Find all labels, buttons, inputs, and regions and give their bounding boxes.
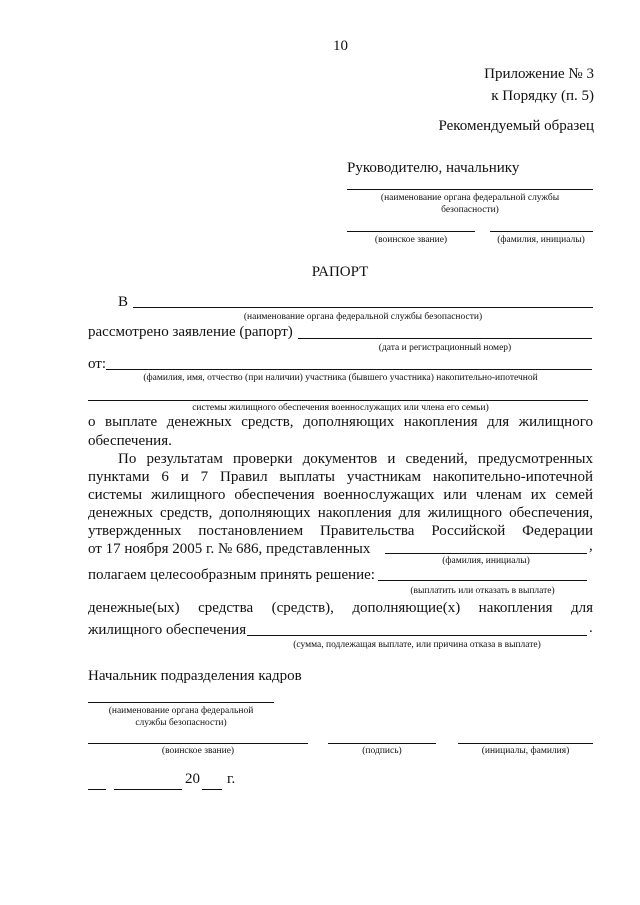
document-title: РАПОРТ (311, 264, 369, 280)
addressee-name-caption: (фамилия, инициалы) (497, 235, 585, 245)
addressee-org-caption: (наименование органа федеральной службы (380, 193, 560, 203)
signature-rank-line (88, 743, 308, 744)
in-line (133, 307, 593, 308)
appendix-label: Приложение № 3 (484, 66, 594, 82)
reviewed-line (298, 338, 592, 339)
signature-org-caption: (наименование органа федеральной (108, 706, 254, 716)
date-year-suffix: г. (227, 771, 236, 787)
date-year-prefix: 20 (185, 771, 200, 787)
sample-label: Рекомендуемый образец (438, 118, 594, 134)
reviewed-caption: (дата и регистрационный номер) (378, 343, 512, 353)
addressee-org-caption-2: безопасности) (441, 205, 499, 215)
date-year-line (202, 789, 222, 790)
decision-label: полагаем целесообразным принять решение: (88, 567, 375, 583)
housing-line (247, 635, 587, 636)
signature-rank-caption: (воинское звание) (161, 746, 235, 756)
date-month-line (114, 789, 182, 790)
housing-caption: (сумма, подлежащая выплате, или причина отказа в выплате) (293, 640, 541, 650)
submitter-caption: (фамилия, инициалы) (442, 556, 530, 566)
subject-line-2: обеспечения. (88, 433, 172, 449)
signature-name-line (458, 743, 593, 744)
signature-org-caption-2: службы безопасности) (135, 718, 227, 728)
addressee-name-line (490, 231, 593, 232)
head-title: Начальник подразделения кадров (88, 668, 302, 684)
signature-sign-caption: (подпись) (362, 746, 402, 756)
in-label: В (118, 294, 129, 310)
order-reference: к Порядку (п. 5) (491, 88, 594, 104)
paragraph-line-1: По результатам проверки документов и сведений, предусмотренных (118, 451, 593, 467)
paragraph-comma: , (589, 538, 593, 554)
from-line-2 (88, 400, 588, 401)
addressee-org-line (347, 189, 593, 190)
housing-period: . (589, 620, 593, 636)
paragraph-line-6: от 17 ноября 2005 г. № 686, представленных (88, 541, 371, 557)
in-caption: (наименование органа федеральной службы безопасности) (243, 312, 483, 322)
signature-name-caption: (инициалы, фамилия) (481, 746, 570, 756)
paragraph-line-4: денежных средств, дополняющих накопления для жилищного обеспечения, (88, 505, 593, 521)
paragraph-line-2: пунктами 6 и 7 Правил выплаты участникам накопительно-ипотечной (88, 469, 593, 485)
signature-org-line (88, 702, 274, 703)
from-line (106, 369, 592, 370)
subject-line-1: о выплате денежных средств, дополняющих накопления для жилищного (88, 414, 593, 430)
housing-label: жилищного обеспечения (88, 622, 247, 638)
decision-line (378, 580, 587, 581)
from-label: от: (88, 356, 107, 372)
paragraph-line-5: утвержденных постановлением Правительства Российской Федерации (88, 523, 593, 539)
funds-line: денежные(ых) средства (средств), дополняющие(х) накопления для (88, 600, 593, 616)
reviewed-label: рассмотрено заявление (рапорт) (88, 324, 293, 340)
signature-sign-line (328, 743, 436, 744)
decision-caption: (выплатить или отказать в выплате) (410, 586, 555, 596)
from-caption-2: системы жилищного обеспечения военнослужащих или члена его семьи) (192, 403, 489, 413)
addressee-rank-line (347, 231, 475, 232)
page-number: 10 (333, 38, 348, 54)
submitter-line (385, 553, 587, 554)
addressee-rank-caption: (воинское звание) (374, 235, 448, 245)
date-day-line (88, 789, 106, 790)
addressee-title: Руководителю, начальнику (347, 160, 520, 176)
from-caption: (фамилия, имя, отчество (при наличии) участника (бывшего участника) накопительно-ипотечной (143, 373, 538, 383)
paragraph-line-3: системы жилищного обеспечения военнослужащих или членам их семей (88, 487, 593, 503)
